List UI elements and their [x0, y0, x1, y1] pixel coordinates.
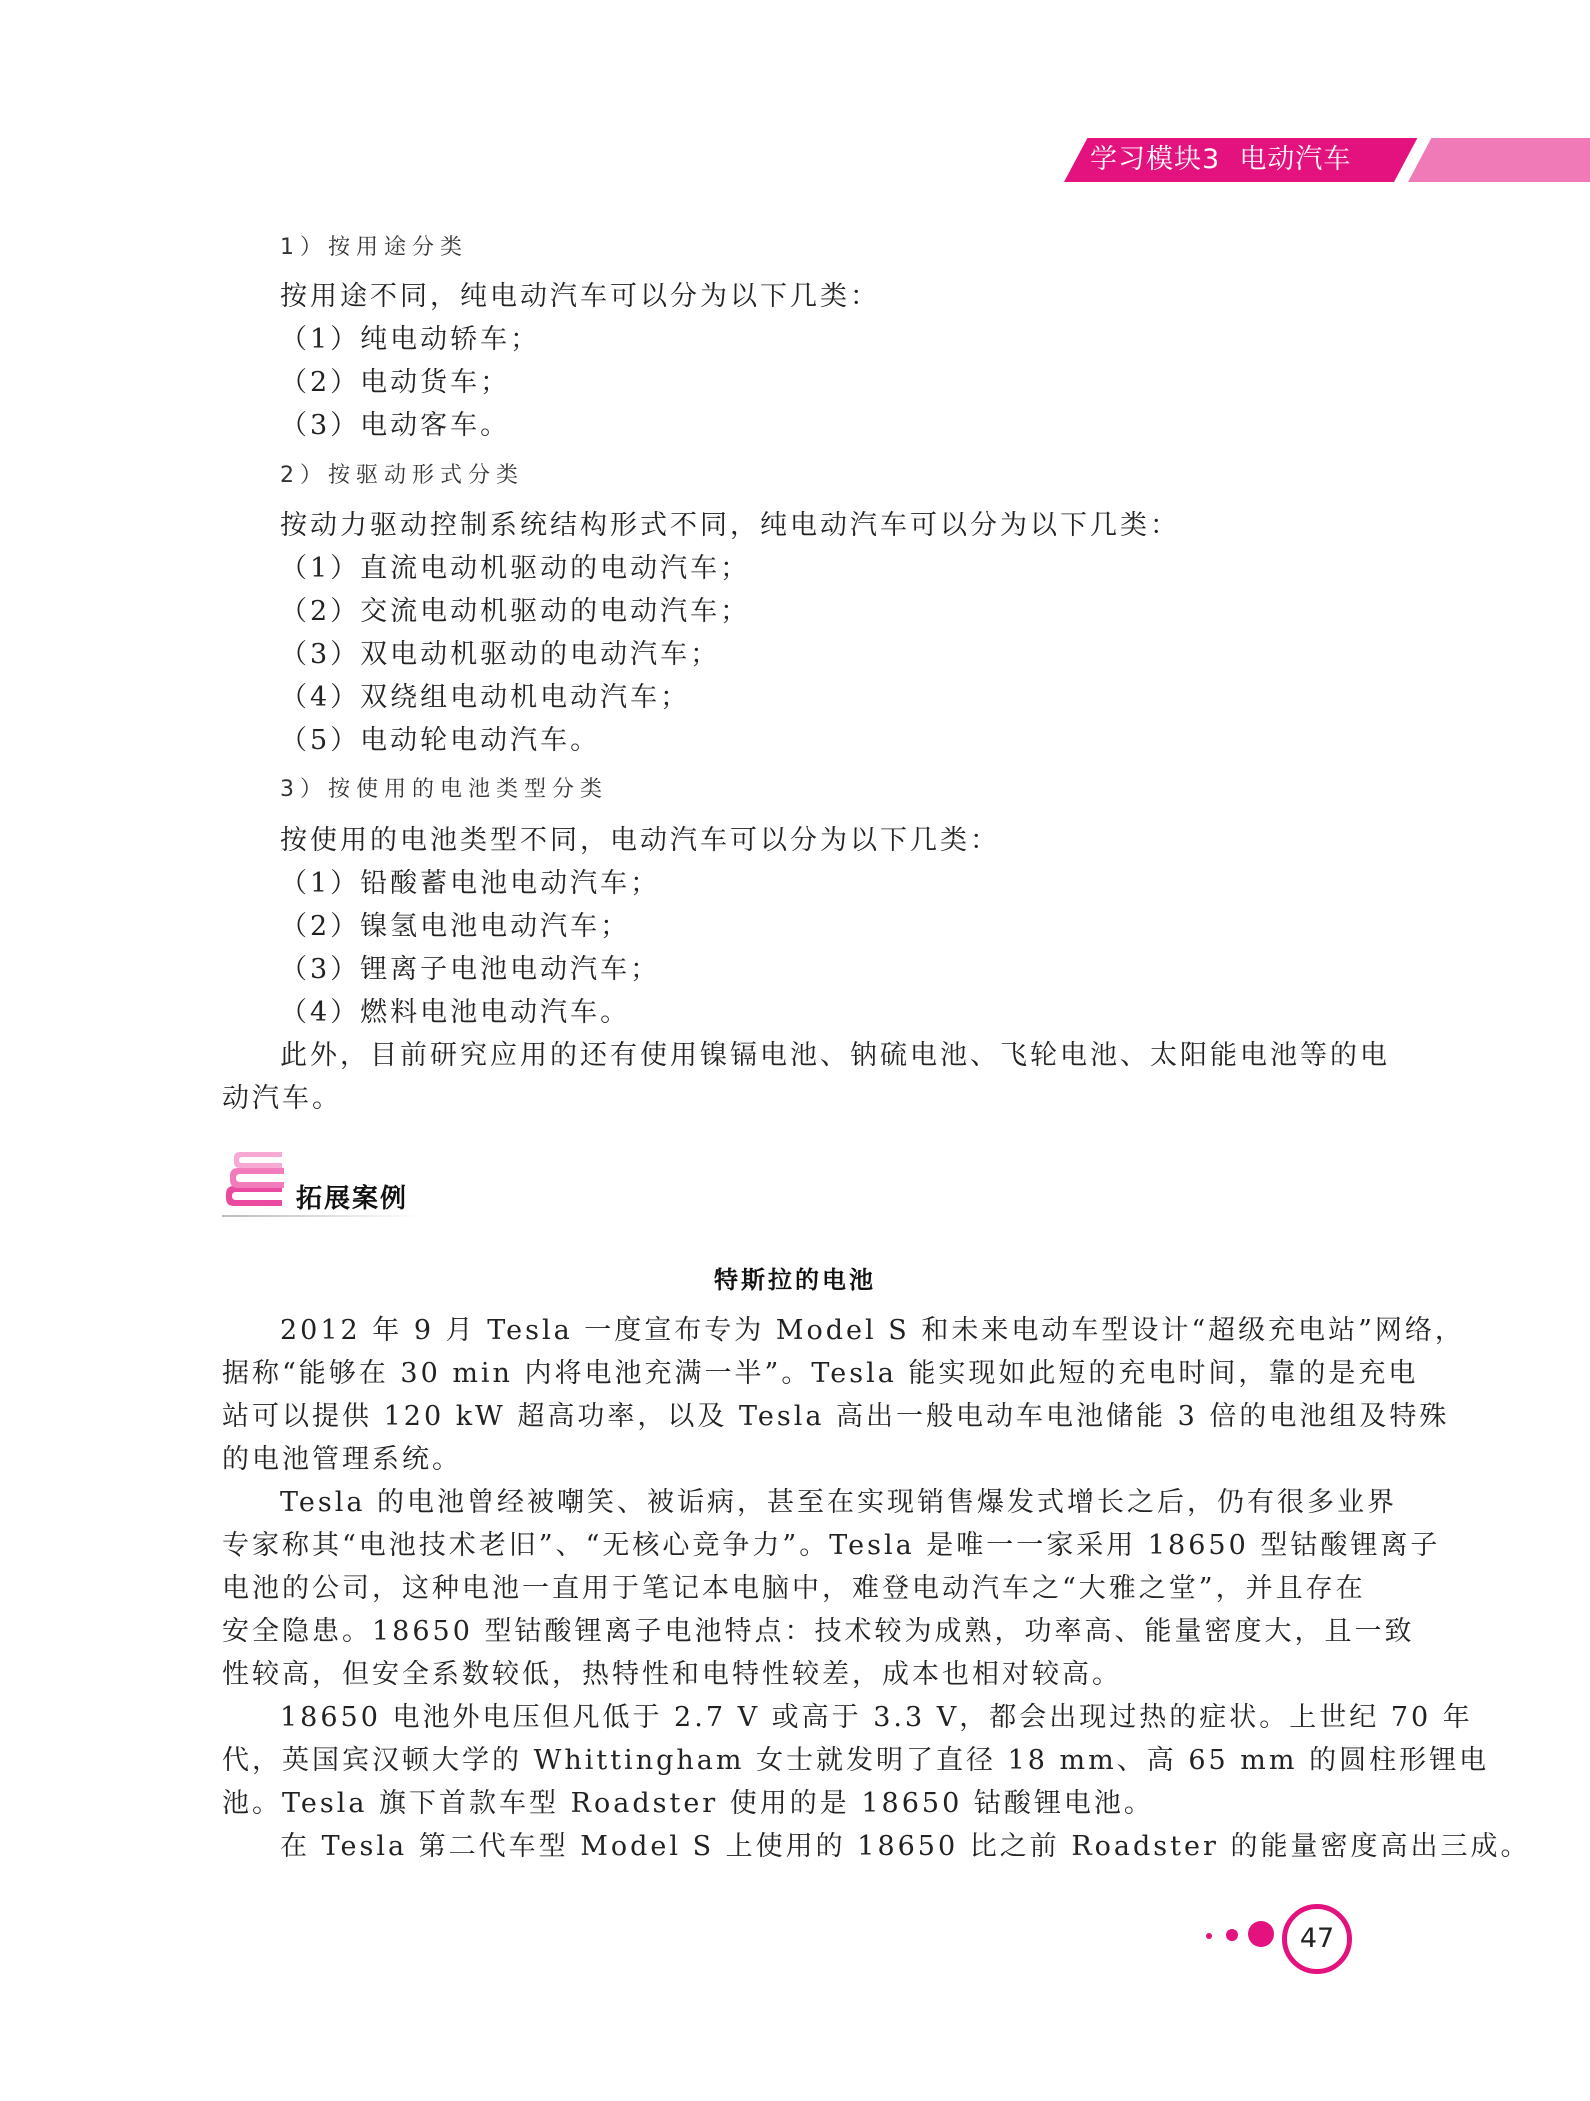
body-line: 安全隐患。18650 型钴酸锂离子电池特点：技术较为成熟，功率高、能量密度大，且一致	[222, 1616, 1415, 1647]
body-line: 在 Tesla 第二代车型 Model S 上使用的 18650 比之前 Roadster 的能量密度高出三成。	[280, 1831, 1531, 1862]
page-dot-large	[1248, 1921, 1274, 1947]
section-divider	[222, 1215, 422, 1217]
section-heading: 2）按驱动形式分类	[280, 463, 524, 488]
body-line: 据称“能够在 30 min 内将电池充满一半”。Tesla 能实现如此短的充电时间，靠的是充电	[222, 1358, 1419, 1389]
body-line: 池。Tesla 旗下首款车型 Roadster 使用的是 18650 钴酸锂电池。	[222, 1788, 1154, 1819]
page-number: 47	[1282, 1904, 1352, 1974]
body-line: 性较高，但安全系数较低，热特性和电特性较差，成本也相对较高。	[222, 1659, 1122, 1690]
list-item: （1）纯电动轿车；	[280, 324, 541, 355]
body-line: 此外，目前研究应用的还有使用镍镉电池、钠硫电池、飞轮电池、太阳能电池等的电	[280, 1040, 1390, 1071]
body-line: 电池的公司，这种电池一直用于笔记本电脑中，难登电动汽车之“大雅之堂”，并且存在	[222, 1573, 1366, 1604]
body-line: 按动力驱动控制系统结构形式不同，纯电动汽车可以分为以下几类：	[280, 510, 1180, 541]
list-item: （2）交流电动机驱动的电动汽车；	[280, 596, 751, 627]
books-icon	[222, 1150, 288, 1212]
running-header	[1064, 138, 1590, 182]
section-heading: 3）按使用的电池类型分类	[280, 777, 608, 802]
list-item: （1）直流电动机驱动的电动汽车；	[280, 553, 751, 584]
body-line: 动汽车。	[222, 1083, 342, 1114]
page-dot-small	[1206, 1933, 1212, 1939]
list-item: （3）电动客车。	[280, 410, 511, 441]
header-band-light	[1408, 138, 1590, 182]
body-line: 站可以提供 120 kW 超高功率，以及 Tesla 高出一般电动车电池储能 3 倍的电池组及特殊	[222, 1401, 1450, 1432]
body-line: 2012 年 9 月 Tesla 一度宣布专为 Model S 和未来电动车型设计“超级充电站”网络，	[280, 1315, 1465, 1346]
body-line: 的电池管理系统。	[222, 1444, 462, 1475]
page-dot-medium	[1226, 1929, 1238, 1941]
body-line: Tesla 的电池曾经被嘲笑、被诟病，甚至在实现销售爆发式增长之后，仍有很多业界	[280, 1487, 1398, 1518]
list-item: （5）电动轮电动汽车。	[280, 725, 601, 756]
list-item: （3）锂离子电池电动汽车；	[280, 954, 661, 985]
list-item: （4）双绕组电动机电动汽车；	[280, 682, 691, 713]
body-line: 代，英国宾汉顿大学的 Whittingham 女士就发明了直径 18 mm、高 65 mm 的圆柱形锂电	[222, 1745, 1490, 1776]
section-label: 拓展案例	[296, 1184, 409, 1214]
body-line: 专家称其“电池技术老旧”、“无核心竞争力”。Tesla 是唯一一家采用 18650 型钴酸锂离子	[222, 1530, 1441, 1561]
section-heading: 1）按用途分类	[280, 235, 468, 260]
body-line: 18650 电池外电压但凡低于 2.7 V 或高于 3.3 V，都会出现过热的症状。上世纪 70 年	[280, 1702, 1473, 1733]
list-item: （1）铅酸蓄电池电动汽车；	[280, 868, 661, 899]
list-item: （2）镍氢电池电动汽车；	[280, 911, 631, 942]
list-item: （2）电动货车；	[280, 367, 511, 398]
body-line: 按使用的电池类型不同，电动汽车可以分为以下几类：	[280, 825, 1000, 856]
body-line: 按用途不同，纯电动汽车可以分为以下几类：	[280, 281, 880, 312]
list-item: （3）双电动机驱动的电动汽车；	[280, 639, 721, 670]
list-item: （4）燃料电池电动汽车。	[280, 997, 631, 1028]
header-title: 学习模块3 电动汽车	[1090, 144, 1352, 175]
article-title: 特斯拉的电池	[714, 1266, 876, 1294]
